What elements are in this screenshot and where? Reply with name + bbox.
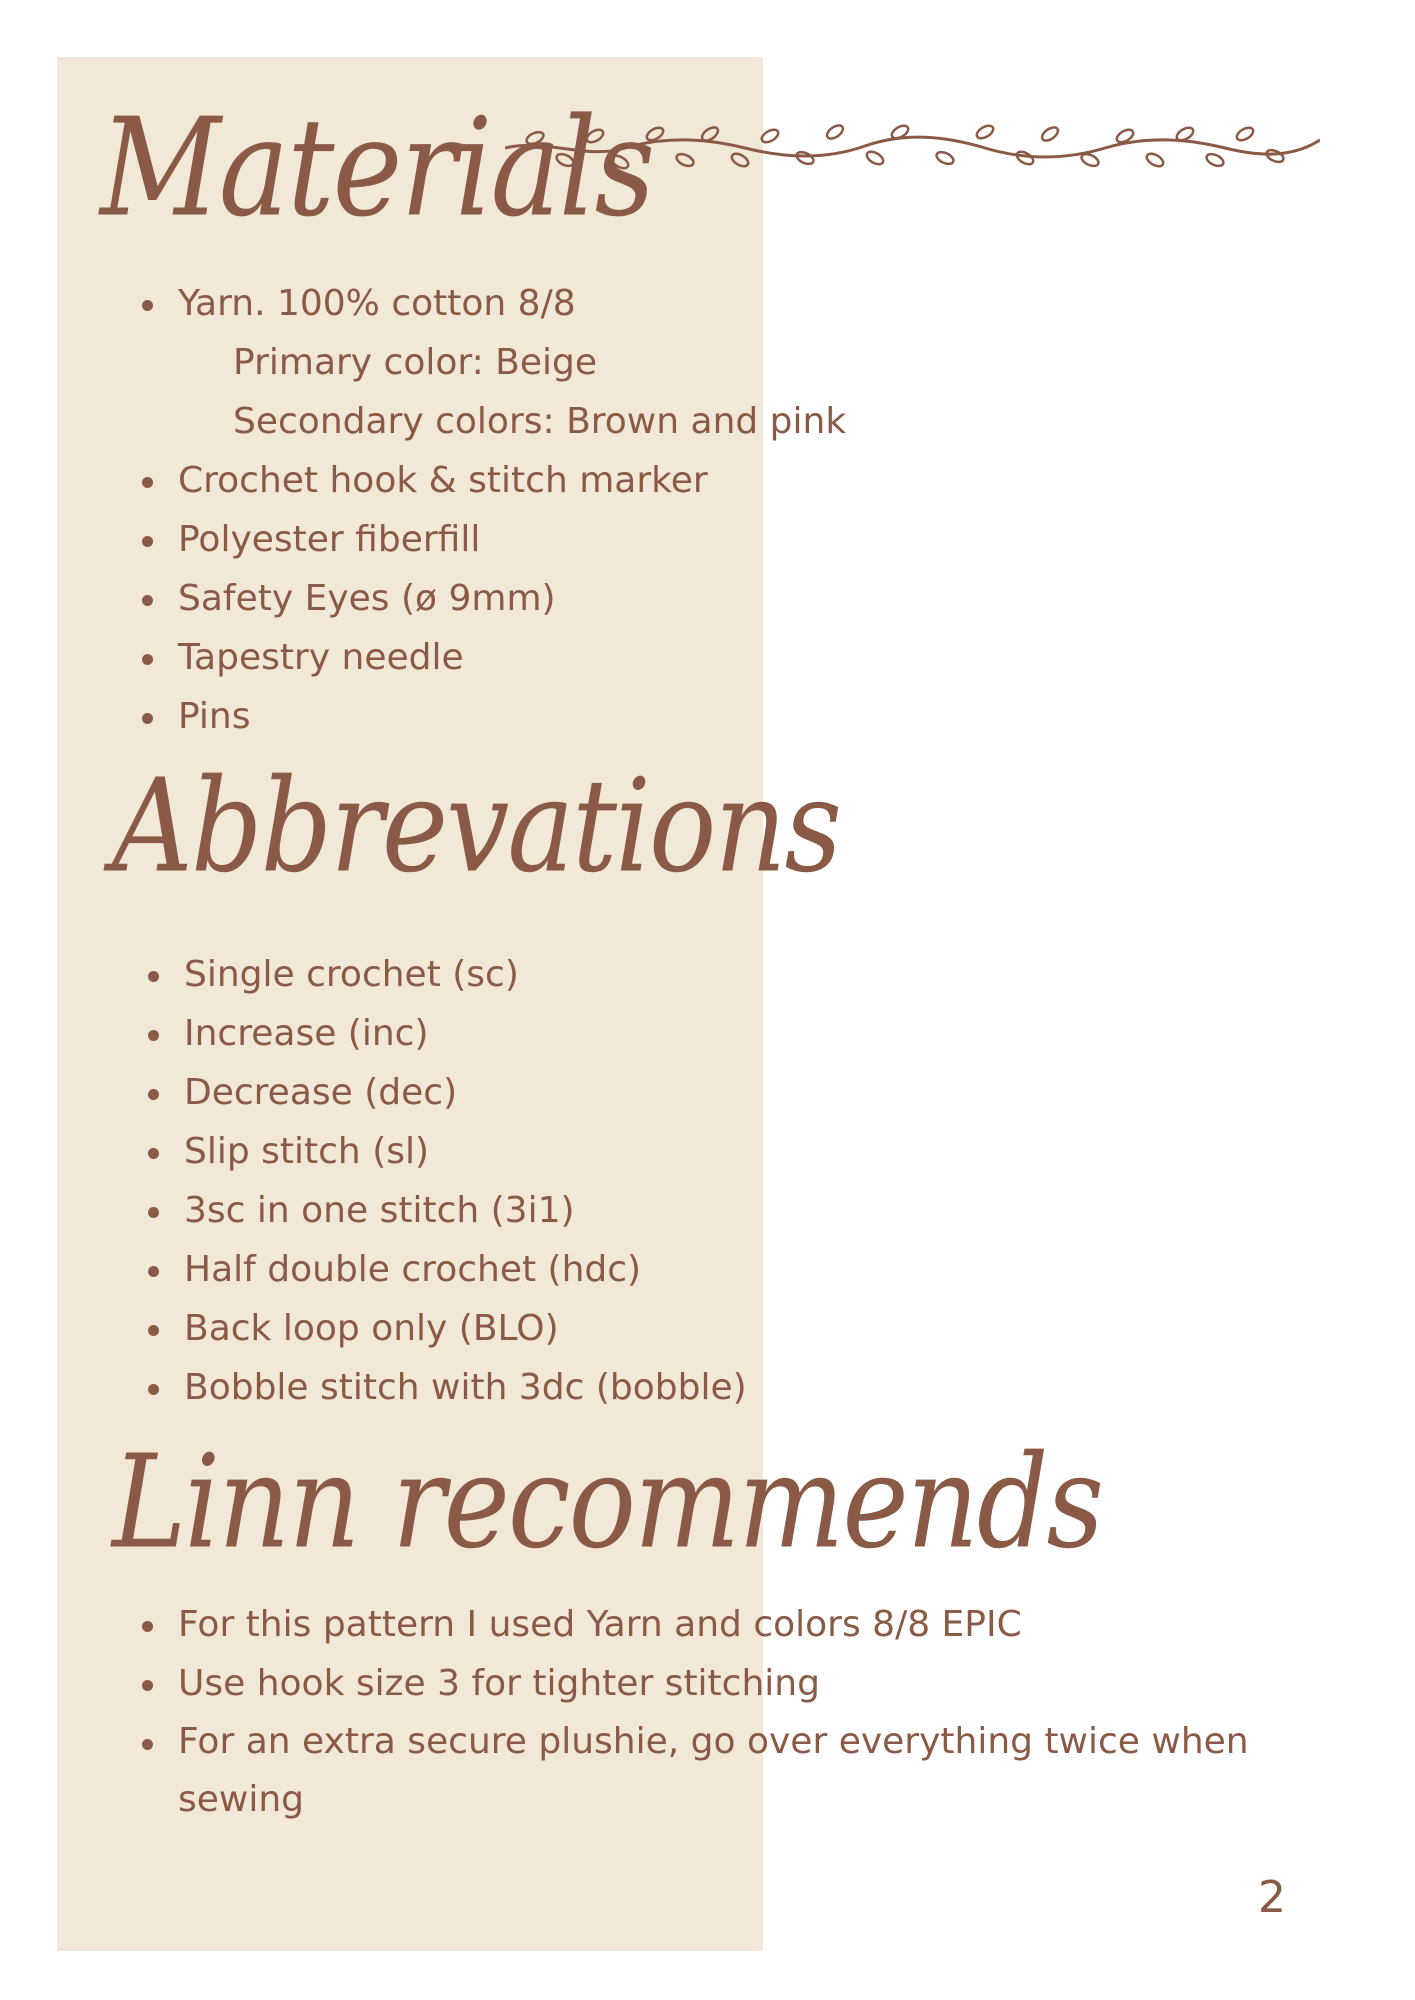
abbreviations-list bbox=[144, 945, 1294, 1417]
list-subitem: Primary color: Beige bbox=[233, 342, 597, 383]
list-item: Single crochet (sc) bbox=[144, 945, 1294, 1004]
materials-list bbox=[138, 274, 1288, 746]
list-subitem: Secondary colors: Brown and pink bbox=[233, 401, 847, 442]
list-item: Crochet hook & stitch marker bbox=[138, 451, 1288, 510]
list-item: For an extra secure plushie, go over everything twice when sewing bbox=[138, 1713, 1308, 1829]
list-item: Pins bbox=[138, 687, 1288, 746]
list-item: Decrease (dec) bbox=[144, 1063, 1294, 1122]
materials-heading: Materials bbox=[100, 88, 654, 247]
list-item: Back loop only (BLO) bbox=[144, 1299, 1294, 1358]
list-item: Increase (inc) bbox=[144, 1004, 1294, 1063]
list-item: Slip stitch (sl) bbox=[144, 1122, 1294, 1181]
page-number: 2 bbox=[1258, 1872, 1286, 1923]
linn-recommends-heading: Linn recommends bbox=[112, 1428, 1103, 1578]
list-item: Polyester fiberfill bbox=[138, 510, 1288, 569]
list-item: Tapestry needle bbox=[138, 628, 1288, 687]
list-item: Safety Eyes (ø 9mm) bbox=[138, 569, 1288, 628]
list-item: For this pattern I used Yarn and colors 8/8 EPIC bbox=[138, 1595, 1308, 1654]
list-item: Bobble stitch with 3dc (bobble) bbox=[144, 1358, 1294, 1417]
recommends-list bbox=[138, 1595, 1308, 1829]
list-item: Use hook size 3 for tighter stitching bbox=[138, 1654, 1308, 1713]
list-item: Yarn. 100% cotton 8/8 bbox=[138, 274, 1288, 333]
list-item: 3sc in one stitch (3i1) bbox=[144, 1181, 1294, 1240]
abbreviations-heading: Abbrevations bbox=[112, 752, 841, 902]
list-item: Half double crochet (hdc) bbox=[144, 1240, 1294, 1299]
vine-ornament-icon bbox=[505, 118, 1320, 178]
